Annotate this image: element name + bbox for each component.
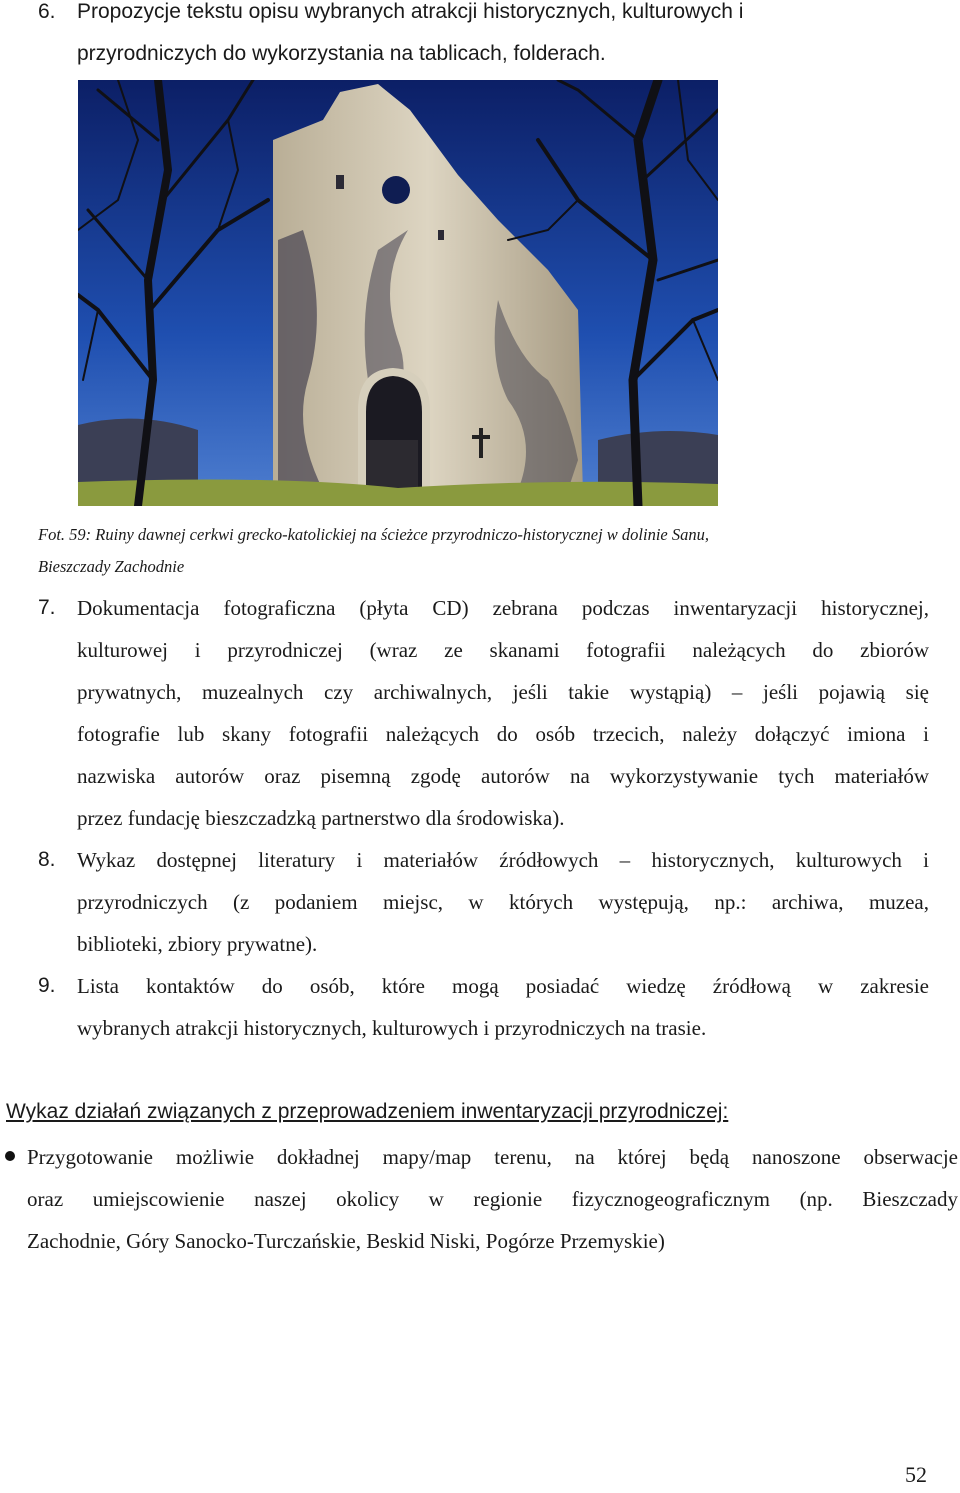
item-9-line-1: Lista kontaktów do osób, które mogą posiadać wiedzę źródłową w zakresie: [77, 974, 929, 998]
bullet-line-1: Przygotowanie możliwie dokładnej mapy/map terenu, na której będą nanoszone obserwacje: [27, 1145, 958, 1169]
bullet-line-3: Zachodnie, Góry Sanocko-Turczańskie, Beskid Niski, Pogórze Przemyskie): [27, 1229, 665, 1253]
item-6-line-1: Propozycje tekstu opisu wybranych atrakcji historycznych, kulturowych i: [77, 0, 744, 23]
item-7-line-3: prywatnych, muzealnych czy archiwalnych, jeśli takie wystąpią) – jeśli pojawią się: [77, 680, 929, 704]
item-6-number: 6.: [38, 0, 56, 23]
item-7-line-4: fotografie lub skany fotografii należących do osób trzecich, należy dołączyć imiona i: [77, 722, 929, 746]
item-6-line-2: przyrodniczych do wykorzystania na tablicach, folderach.: [77, 42, 606, 65]
church-ruin-photo: [78, 80, 718, 506]
item-8-number: 8.: [38, 848, 56, 871]
item-9-line-2: wybranych atrakcji historycznych, kulturowych i przyrodniczych na trasie.: [77, 1016, 707, 1040]
item-8-line-3: biblioteki, zbiory prywatne).: [77, 932, 318, 956]
item-7-number: 7.: [38, 596, 56, 619]
item-7-line-6: przez fundację bieszczadzką partnerstwo dla środowiska).: [77, 806, 565, 830]
bullet-dot: [5, 1151, 15, 1161]
bullet-line-2: oraz umiejscowienie naszej okolicy w regionie fizycznogeograficznym (np. Bieszczady: [27, 1187, 958, 1211]
item-8-line-1: Wykaz dostępnej literatury i materiałów źródłowych – historycznych, kulturowych i: [77, 848, 929, 872]
photo-caption-line-2: Bieszczady Zachodnie: [38, 557, 185, 576]
item-7-line-2: kulturowej i przyrodniczej (wraz ze skanami fotografii należących do zbiorów: [77, 638, 929, 662]
section-heading: Wykaz działań związanych z przeprowadzeniem inwentaryzacji przyrodniczej:: [6, 1100, 729, 1123]
page-number: 52: [905, 1462, 927, 1487]
photo-caption-line-1: Fot. 59: Ruiny dawnej cerkwi grecko-katolickiej na ścieżce przyrodniczo-historycznej w dolinie Sanu,: [38, 525, 709, 544]
item-7-line-5: nazwiska autorów oraz pisemną zgodę autorów na wykorzystywanie tych materiałów: [77, 764, 929, 788]
item-9-number: 9.: [38, 974, 56, 997]
item-8-line-2: przyrodniczych (z podaniem miejsc, w których występują, np.: archiwa, muzea,: [77, 890, 929, 914]
item-7-line-1: Dokumentacja fotograficzna (płyta CD) zebrana podczas inwentaryzacji historycznej,: [77, 596, 929, 620]
